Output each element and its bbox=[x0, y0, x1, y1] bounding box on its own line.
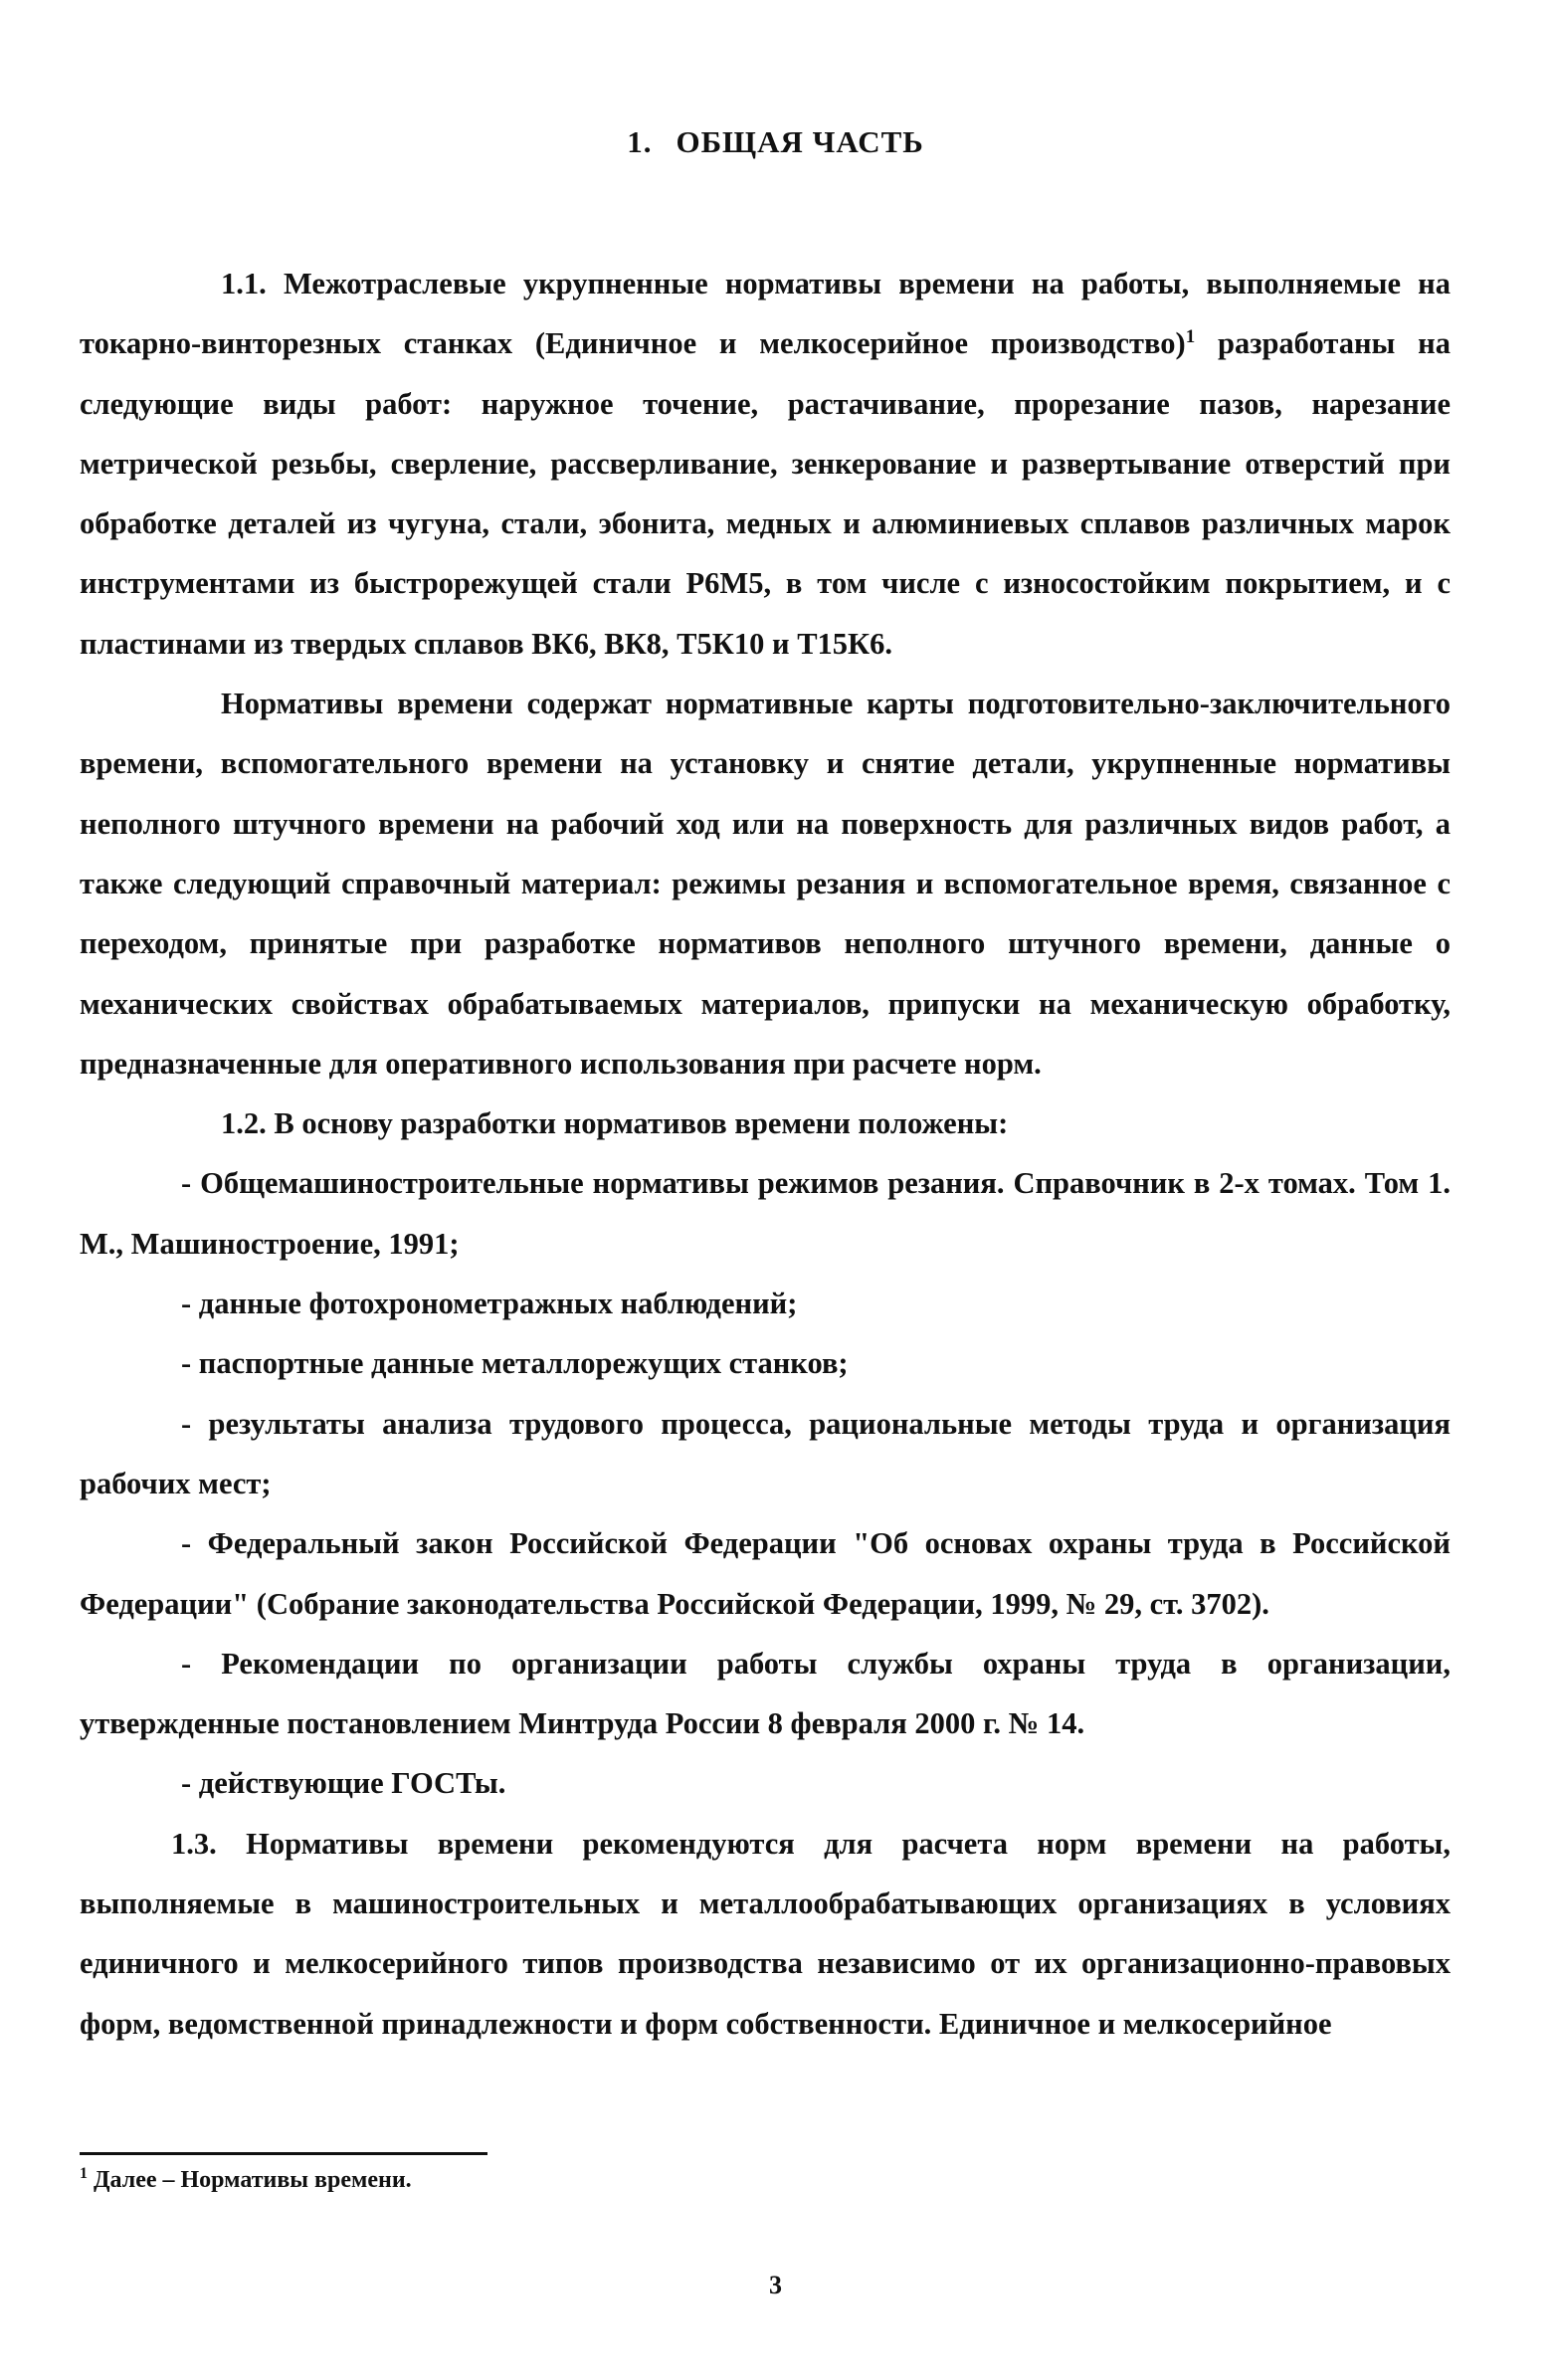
paragraph-text: Нормативы времени рекомендуются для расчета норм времени на работы, выполняемые в машиностроительных и металлообрабатывающих организациях в условиях единичного и мелкосерийного типов производства независимо от их организационно-правовых форм, ведомственной принадлежности и форм собственности. Единичное и мелкосерийное bbox=[80, 1826, 1451, 2041]
clause-number: 1.3. bbox=[171, 1826, 217, 1861]
list-item: - данные фотохронометражных наблюдений; bbox=[181, 1287, 798, 1321]
paragraph-1-2 bbox=[80, 1093, 1451, 1153]
list-item: - результаты анализа трудового процесса, рациональные методы труда и организация рабочих мест; bbox=[80, 1406, 1451, 1500]
clause-number: 1.2. bbox=[221, 1106, 267, 1141]
list-item: - паспортные данные металлорежущих станков; bbox=[181, 1346, 849, 1381]
footnote-reference[interactable]: 1 bbox=[1185, 326, 1196, 348]
body-text bbox=[80, 254, 1451, 2054]
footnote bbox=[80, 2167, 412, 2194]
section-heading bbox=[0, 124, 1551, 160]
paragraph-text: Межотраслевые укрупненные нормативы времени на работы, выполняемые на токарно-винторезных станках (Единичное и мелкосерийное производство) bbox=[80, 267, 1452, 361]
paragraph-1-3 bbox=[80, 1814, 1451, 2054]
footnote-text: Далее – Нормативы времени. bbox=[94, 2167, 412, 2193]
section-title: ОБЩАЯ ЧАСТЬ bbox=[676, 124, 924, 159]
paragraph-text: В основу разработки нормативов времени положены: bbox=[274, 1106, 1009, 1141]
paragraph-1-1 bbox=[80, 254, 1451, 674]
list-item: - действующие ГОСТы. bbox=[181, 1766, 506, 1801]
paragraph-text: разработаны на следующие виды работ: наружное точение, растачивание, прорезание пазов, нарезание метрической резьбы, сверление, рассверливание, зенкерование и развертывание отверстий при обработке деталей из чугуна, стали, эбонита, медных и алюминиевых сплавов различных марок инструментами из быстрорежущей стали Р6М5, в том числе с износостойким покрытием, и с пластинами из твердых сплавов ВК6, ВК8, Т5К10 и Т15К6. bbox=[80, 326, 1451, 661]
list-item: - Общемашиностроительные нормативы режимов резания. Справочник в 2-х томах. Том 1. М., Машиностроение, 1991; bbox=[80, 1166, 1451, 1261]
footnote-divider bbox=[80, 2152, 487, 2155]
footnote-mark: 1 bbox=[80, 2165, 88, 2182]
list-item: - Федеральный закон Российской Федерации "Об основах охраны труда в Российской Федерации" (Собрание законодательства Российской Федерации, 1999, № 29, ст. 3702). bbox=[80, 1526, 1451, 1621]
section-number: 1. bbox=[627, 124, 653, 159]
page-number: 3 bbox=[769, 2271, 782, 2299]
list-item: - Рекомендации по организации работы службы охраны труда в организации, утвержденные постановлением Минтруда России 8 февраля 2000 г. № 14. bbox=[80, 1646, 1451, 1741]
clause-number: 1.1. bbox=[221, 267, 267, 300]
paragraph-norms: Нормативы времени содержат нормативные карты подготовительно-заключительного времени, вспомогательного времени на установку и снятие детали, укрупненные нормативы неполного штучного времени на рабочий ход или на поверхность для различных видов работ, а также следующий справочный материал: режимы резания и вспомогательное время, связанное с переходом, принятые при разработке нормативов неполного штучного времени, данные о механических свойствах обрабатываемых материалов, припуски на механическую обработку, предназначенные для оперативного использования при расчете норм. bbox=[80, 687, 1451, 1081]
